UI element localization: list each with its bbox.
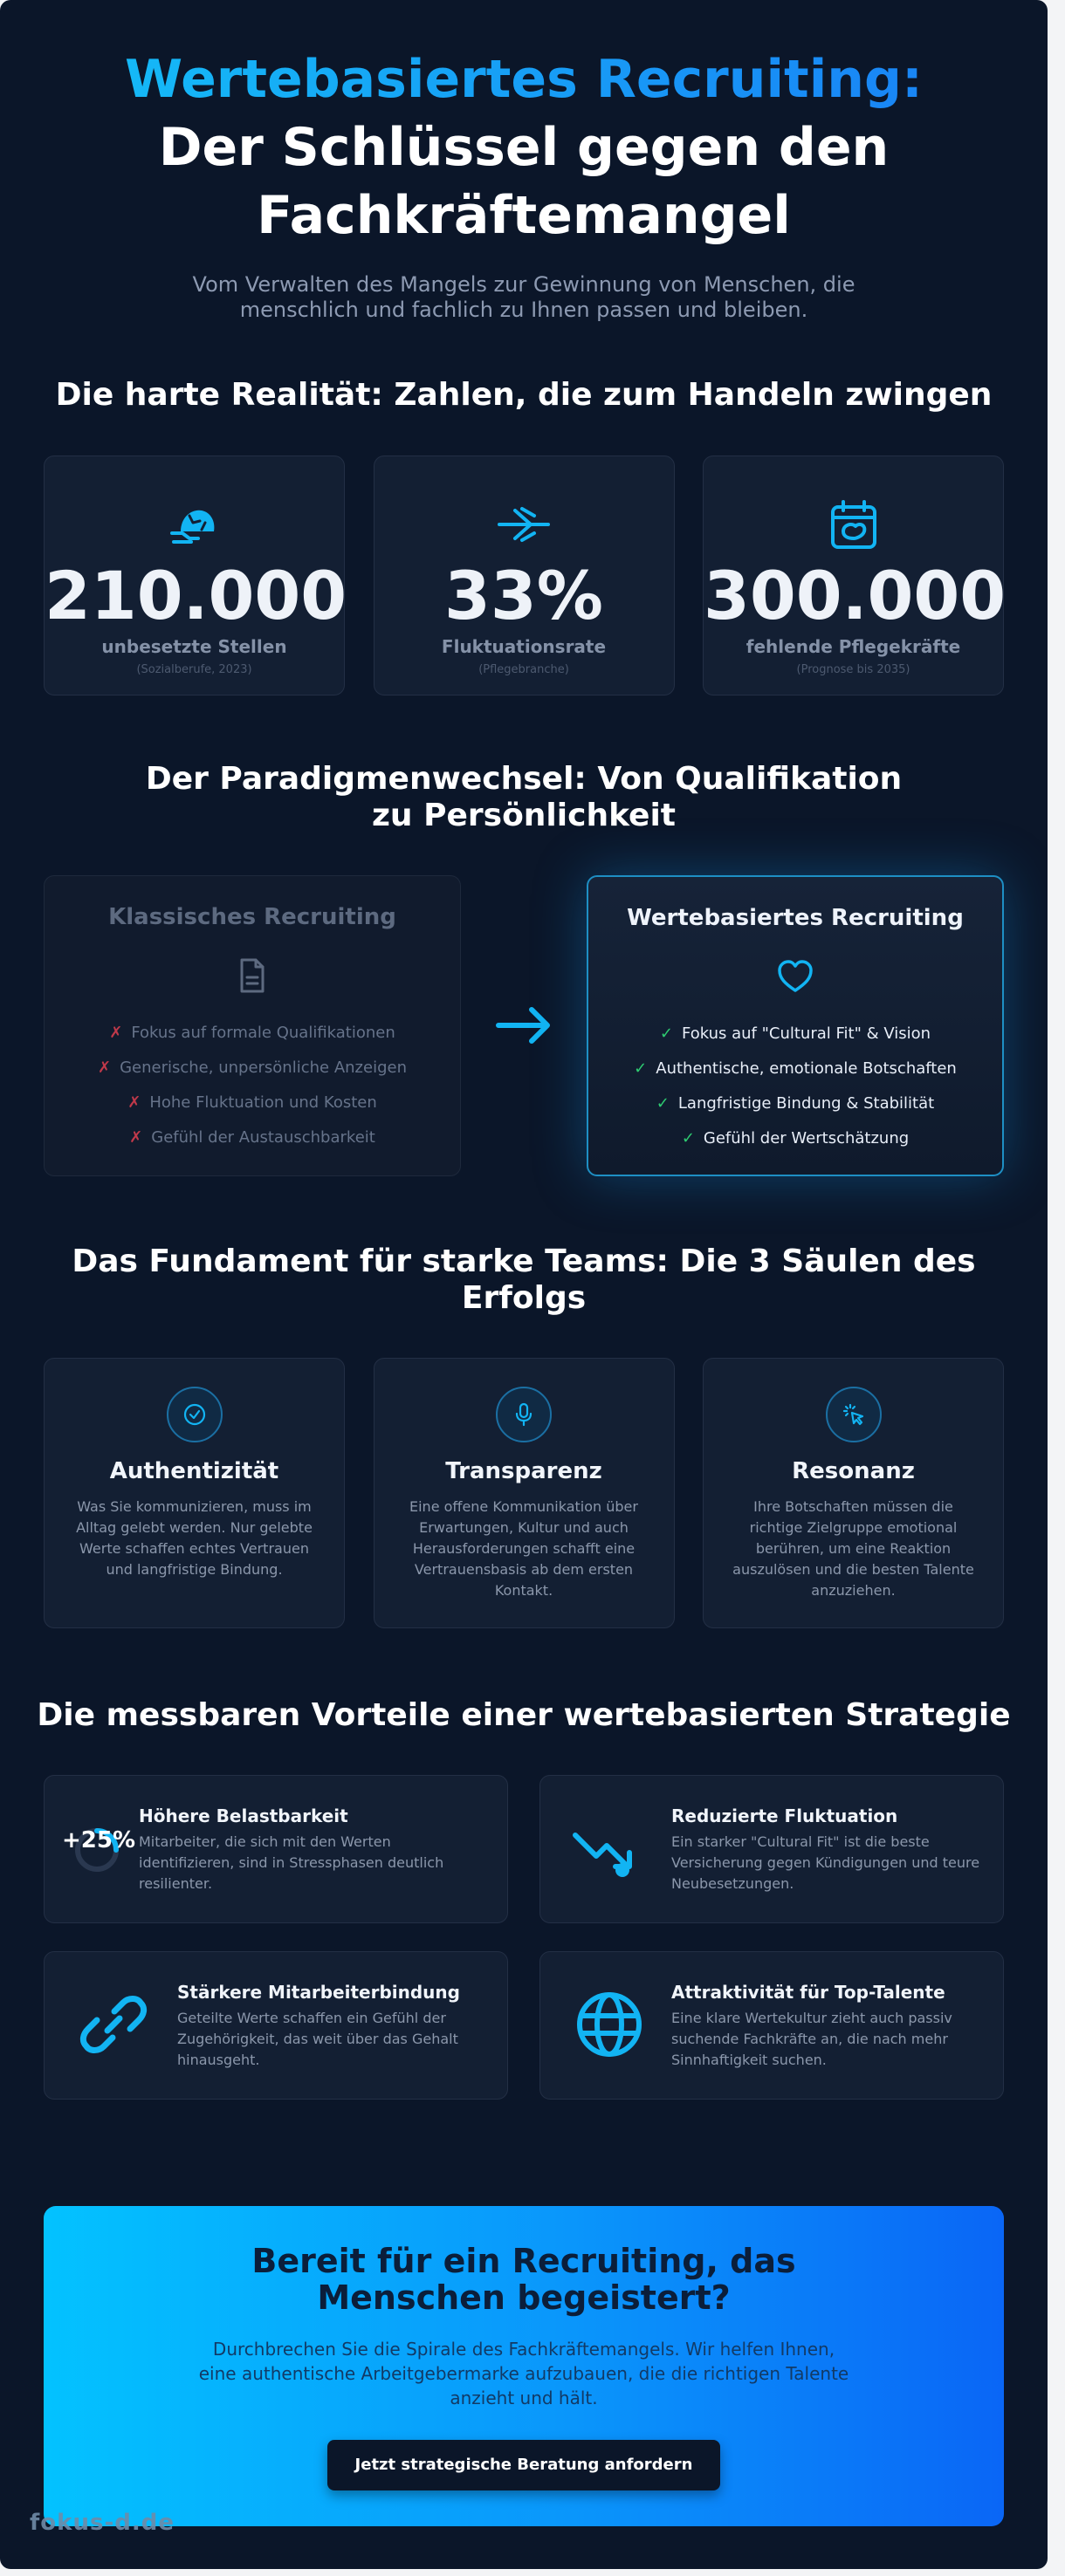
benefit-title: Attraktivität für Top-Talente [671,1982,945,2003]
list-item: ✓ Gefühl der Wertschätzung [681,1129,910,1148]
cross-icon: ✗ [98,1058,112,1077]
benefit-text: Geteilte Werte schaffen ein Gefühl der Zugehörigkeit, das weit über das Gehalt hinausgeht. [177,2010,458,2068]
stat-source: (Sozialberufe, 2023) [136,663,252,676]
pillar-card [374,1358,675,1628]
pillar-card [703,1358,1004,1628]
stats-heading: Die harte Realität: Zahlen, die zum Handeln zwingen [55,377,993,413]
pillars-heading: Das Fundament für starke Teams: Die 3 Säulen des Erfolgs [72,1243,976,1316]
pillar-title: Authentizität [109,1458,279,1484]
benefit-card [44,1951,508,2100]
stat-source: (Prognose bis 2035) [796,663,910,676]
hero-title: Der Schlüssel gegen den Fachkräftemangel [158,117,890,246]
progress-value: +25% [62,1827,136,1853]
check-icon: ✓ [634,1059,648,1078]
cta-text: Durchbrechen Sie die Spirale des Fachkräftemangels. Wir helfen Ihnen, eine authentische Arbeitgebermarke aufzubauen, die die richtigen Talente anzieht und hält. [198,2339,849,2408]
benefit-title: Stärkere Mitarbeiterbindung [177,1982,460,2003]
stat-card [374,456,675,695]
trend-down-icon [572,1823,642,1879]
cross-icon: ✗ [109,1024,123,1042]
cta-banner [44,2206,1004,2526]
check-circle-icon [182,1401,208,1428]
pillar-text: Was Sie kommunizieren, muss im Alltag gelebt werden. Nur gelebte Werte schaffen echtes Vertrauen und langfristige Bindung. [76,1498,313,1578]
check-icon: ✓ [681,1129,695,1148]
calendar-icon [826,497,882,552]
paradigm-heading: Der Paradigmenwechsel: Von Qualifikation zu Persönlichkeit [145,761,903,833]
classic-list [45,1016,460,1155]
document-icon [235,956,270,995]
list-item: ✗ Hohe Fluktuation und Kosten [127,1093,377,1112]
stat-value: 33% [444,557,603,634]
check-icon: ✓ [659,1024,674,1043]
benefit-text: Mitarbeiter, die sich mit den Werten identifizieren, sind in Stressphasen deutlich resilienter. [139,1833,444,1892]
consultation-button[interactable]: Jetzt strategische Beratung anfordern [327,2440,721,2490]
list-item: ✓ Langfristige Bindung & Stabilität [656,1094,935,1113]
hero-title-accent: Wertebasiertes Recruiting: [0,45,1048,113]
list-item: ✗ Gefühl der Austauschbarkeit [129,1128,375,1147]
brand-watermark: fokus-d.de [30,2510,175,2536]
benefits-heading: Die messbaren Vorteile einer wertebasierten Strategie [37,1697,1011,1733]
pillars-row [44,1358,1004,1628]
list-item: ✓ Authentische, emotionale Botschaften [634,1059,957,1078]
value-title: Wertebasiertes Recruiting [627,905,964,931]
arrow-cross-icon [496,497,552,552]
benefit-title: Höhere Belastbarkeit [139,1805,348,1826]
value-list [588,1017,1002,1156]
stat-card [44,456,345,695]
globe-icon [573,1988,646,2061]
value-recruiting-card [587,875,1004,1176]
benefit-card [539,1951,1004,2100]
stats-row [44,456,1007,695]
list-item: ✗ Generische, unpersönliche Anzeigen [98,1058,407,1077]
pillar-text: Eine offene Kommunikation über Erwartungen, Kultur und auch Herausforderungen schafft eine Vertrauensbasis ab dem ersten Kontakt. [409,1498,638,1599]
stat-label: fehlende Pflegekräfte [746,636,961,657]
list-item: ✗ Fokus auf formale Qualifikationen [109,1024,395,1042]
stat-label: Fluktuationsrate [441,636,607,657]
benefit-card [539,1775,1004,1923]
stat-card [703,456,1007,695]
globe-hand-icon [167,497,223,552]
cross-icon: ✗ [127,1093,141,1112]
stat-source: (Pflegebranche) [478,663,569,676]
hero-subtitle: Vom Verwalten des Mangels zur Gewinnung von Menschen, die menschlich und fachlich zu Ihnen passen und bleiben. [192,272,855,322]
pillar-title: Transparenz [445,1458,602,1484]
check-icon: ✓ [656,1094,670,1113]
cross-icon: ✗ [129,1128,143,1147]
stat-label: unbesetzte Stellen [101,636,287,657]
benefit-text: Eine klare Wertekultur zieht auch passiv suchende Fachkräfte an, die nach mehr Sinnhaftigkeit suchen. [671,2010,952,2068]
classic-recruiting-card [44,875,461,1176]
hero [0,0,1048,323]
cta-heading: Bereit für ein Recruiting, das Menschen begeistert? [251,2242,796,2317]
benefit-text: Ein starker "Cultural Fit" ist die beste Versicherung gegen Kündigungen und teure Neubesetzungen. [671,1833,980,1892]
link-icon [74,1985,153,2064]
stat-value: 210.000 [45,557,347,634]
comparison [44,875,1004,1176]
pointer-click-icon [841,1401,867,1428]
list-item: ✓ Fokus auf "Cultural Fit" & Vision [659,1024,931,1043]
pillar-text: Ihre Botschaften müssen die richtige Zielgruppe emotional berühren, um eine Reaktion auszulösen und die besten Talente anzuziehen. [732,1498,974,1599]
stat-value: 300.000 [704,557,1007,634]
microphone-icon [511,1401,537,1428]
heart-icon [776,957,814,996]
benefit-card [44,1775,508,1923]
arrow-right-icon [493,999,554,1052]
pillar-title: Resonanz [792,1458,915,1484]
pillar-card [44,1358,345,1628]
classic-title: Klassisches Recruiting [108,904,396,930]
benefit-title: Reduzierte Fluktuation [671,1805,898,1826]
